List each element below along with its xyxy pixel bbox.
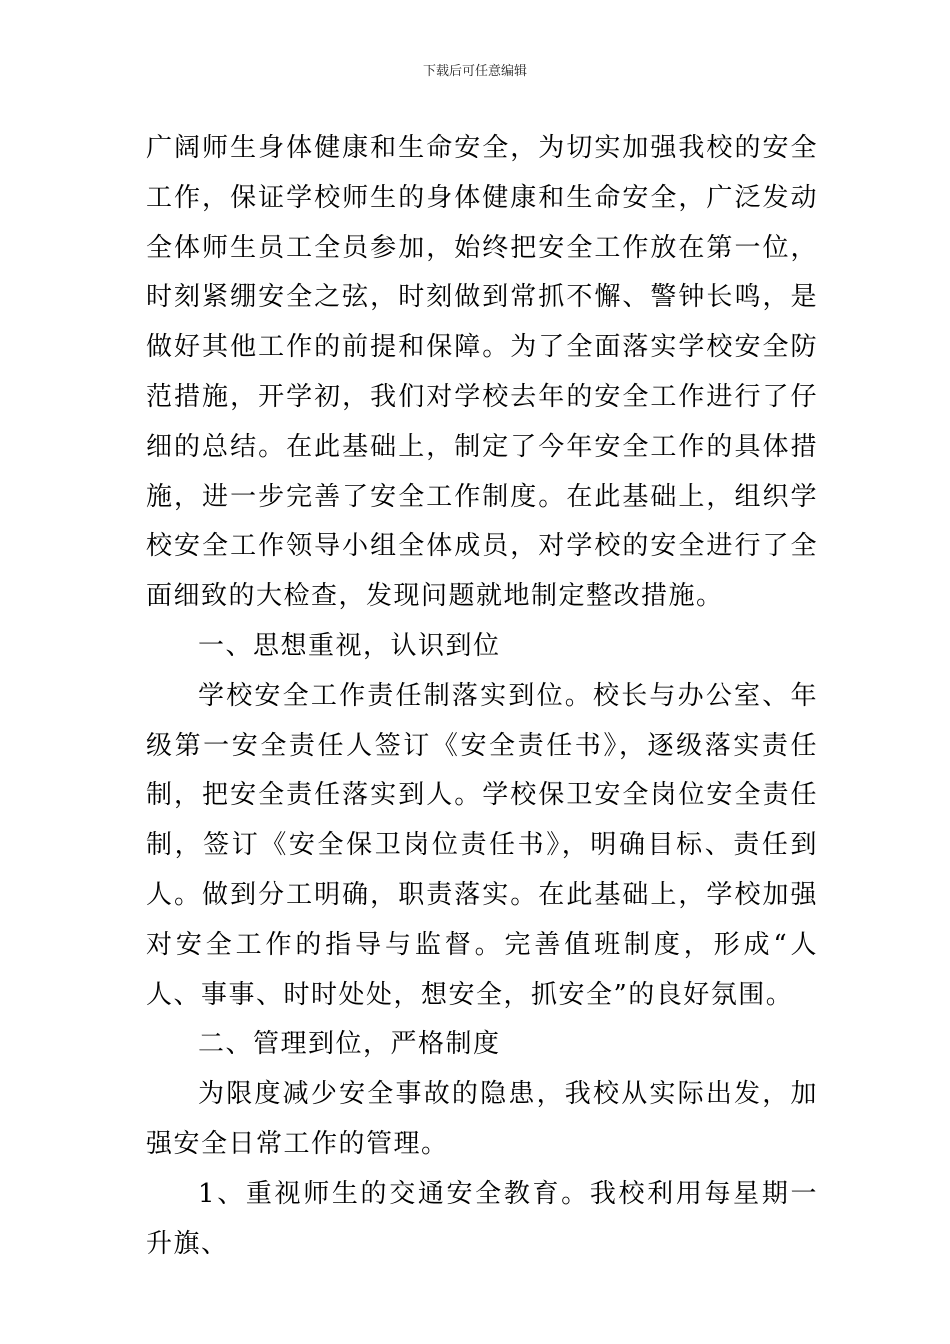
page-header-note: 下载后可任意编辑	[422, 64, 527, 79]
paragraph-traffic-safety: 1、重视师生的交通安全教育。我校利用每星期一升旗、	[146, 1178, 818, 1259]
document-body	[146, 124, 818, 1269]
paragraph-management: 为限度减少安全事故的隐患，我校从实际出发，加强安全日常工作的管理。	[146, 1079, 818, 1159]
paragraph-intro: 广阔师生身体健康和生命安全，为切实加强我校的安全工作，保证学校师生的身体健康和生命安全，广泛发动全体师生员工全员参加，始终把安全工作放在第一位，时刻紧绷安全之弦，时刻做到常抓不懈、警钟长鸣，是做好其他工作的前提和保障。为了全面落实学校安全防范措施，开学初，我们对学校去年的安全工作进行了仔细的总结。在此基础上，制定了今年安全工作的具体措施，进一步完善了安全工作制度。在此基础上，组织学校安全工作领导小组全体成员，对学校的安全进行了全面细致的大检查，发现问题就地制定整改措施。	[146, 133, 818, 612]
paragraph-responsibility: 学校安全工作责任制落实到位。校长与办公室、年级第一安全责任人签订《安全责任书》，逐级落实责任制，把安全责任落实到人。学校保卫安全岗位安全责任制，签订《安全保卫岗位责任书》，明确目标、责任到人。做到分工明确，职责落实。在此基础上，学校加强对安全工作的指导与监督。完善值班制度，形成“人人、事事、时时处处，想安全，抓安全”的良好氛围。	[146, 680, 818, 1010]
section-heading-1: 一、思想重视，认识到位	[198, 630, 501, 661]
section-heading-2: 二、管理到位，严格制度	[198, 1029, 501, 1060]
